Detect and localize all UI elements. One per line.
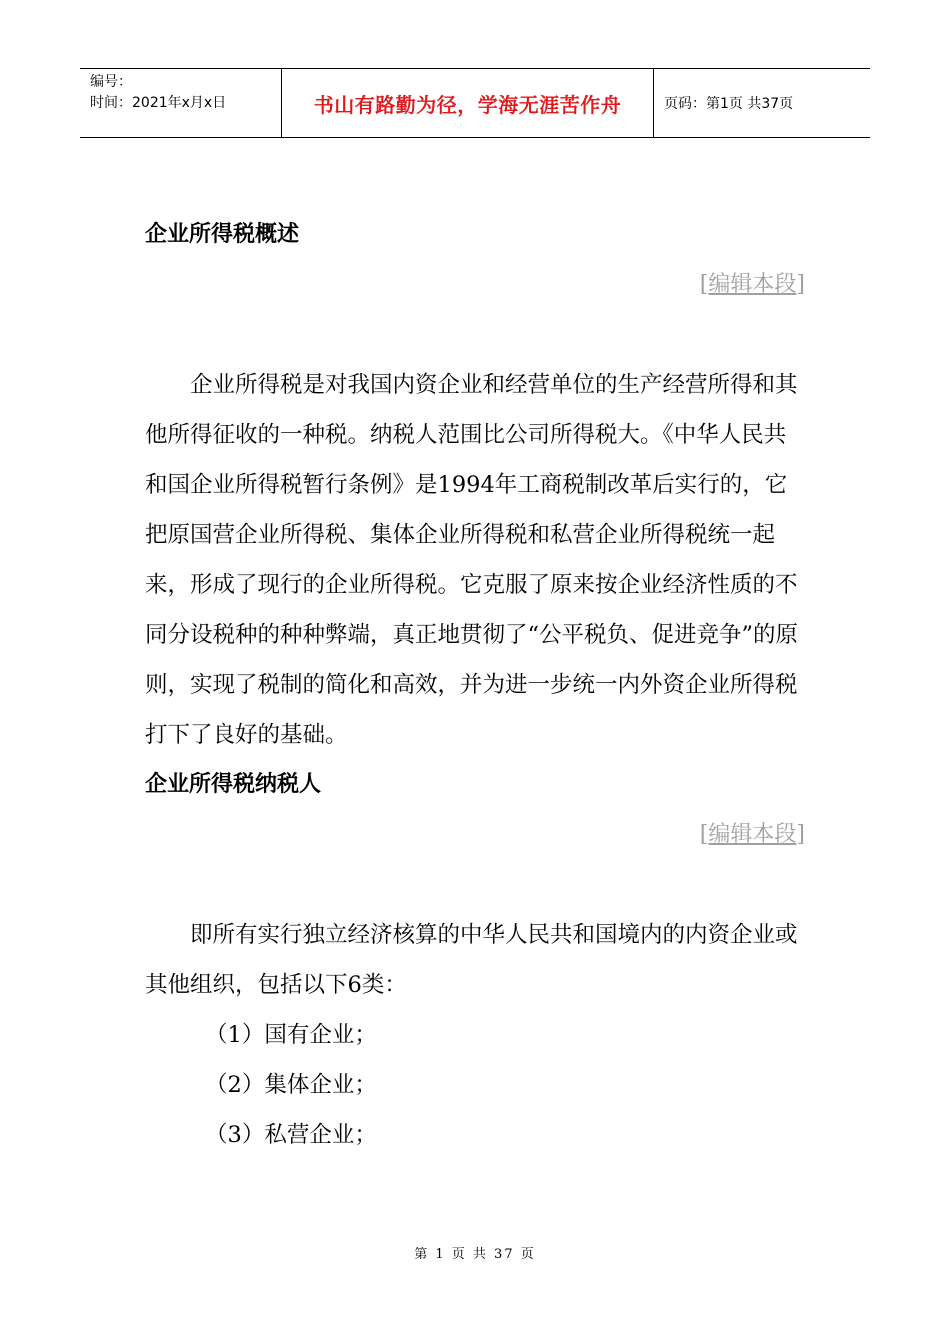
bracket-close: ] xyxy=(796,272,805,297)
edit-section-link-text[interactable]: 编辑本段 xyxy=(708,272,797,297)
list-item: （1）国有企业； xyxy=(205,1022,377,1048)
section-paragraph-taxpayers: 即所有实行独立经济核算的中华人民共和国境内的内资企业或其他组织，包括以下6类： xyxy=(145,922,798,998)
page-header xyxy=(80,68,870,138)
spacer xyxy=(145,860,805,910)
bracket-open: [ xyxy=(699,822,709,847)
list-item: （2）集体企业； xyxy=(205,1072,377,1098)
document-number-label: 编号： xyxy=(90,74,132,90)
bracket-close: ] xyxy=(796,822,805,847)
list-item: （3）私营企业； xyxy=(205,1122,377,1148)
document-time-label: 时间：2021年x月x日 xyxy=(90,95,227,111)
edit-section-link-text[interactable]: 编辑本段 xyxy=(708,822,797,847)
document-body xyxy=(145,210,805,1160)
edit-section-link[interactable] xyxy=(145,810,805,860)
page-footer: 第 1 页 共 37 页 xyxy=(414,1247,536,1262)
section-paragraph-overview: 企业所得税是对我国内资企业和经营单位的生产经营所得和其他所得征收的一种税。纳税人范围比公司所得税大。《中华人民共和国企业所得税暂行条例》是1994年工商税制改革后实行的，它把原国营企业所得税、集体企业所得税和私营企业所得税统一起来，形成了现行的企业所得税。它克服了原来按企业经济性质的不同分设税种的种种弊端，真正地贯彻了“公平税负、促进竞争”的原则，实现了税制的简化和高效，并为进一步统一内外资企业所得税打下了良好的基础。 xyxy=(145,372,799,748)
section-heading-overview: 企业所得税概述 xyxy=(145,222,300,247)
spacer xyxy=(145,310,805,360)
section-heading-taxpayers: 企业所得税纳税人 xyxy=(145,772,322,797)
header-meta-cell xyxy=(80,69,282,137)
header-motto: 书山有路勤为径，学海无涯苦作舟 xyxy=(282,69,654,137)
bracket-open: [ xyxy=(699,272,709,297)
header-page-info: 页码：第1页 共37页 xyxy=(664,96,794,112)
edit-section-link[interactable] xyxy=(145,260,805,310)
